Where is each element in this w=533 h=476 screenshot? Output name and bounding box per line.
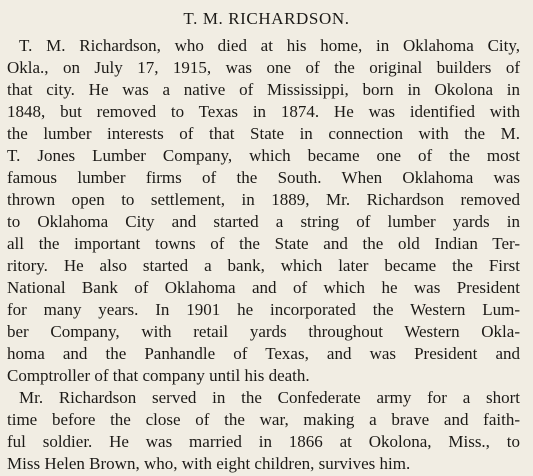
text-line: for many years. In 1901 he incorporated the Western Lum- <box>7 300 520 319</box>
text-line: T. M. Richardson, who died at his home, in Oklahoma City, <box>19 36 520 55</box>
text-line: ber Company, with retail yards throughout Western Okla- <box>7 322 520 341</box>
text-line: Okla., on July 17, 1915, was one of the original builders of <box>7 58 520 77</box>
text-line: all the important towns of the State and the old Indian Ter- <box>7 234 520 253</box>
text-line: famous lumber firms of the South. When Oklahoma was <box>7 168 520 187</box>
text-line: ritory. He also started a bank, which later became the First <box>7 256 520 275</box>
text-line: thrown open to settlement, in 1889, Mr. Richardson removed <box>7 190 520 209</box>
text-line: that city. He was a native of Mississippi, born in Okolona in <box>7 80 520 99</box>
text-line: T. Jones Lumber Company, which became one of the most <box>7 146 520 165</box>
text-line: National Bank of Oklahoma and of which he was President <box>7 278 520 297</box>
text-line: to Oklahoma City and started a string of lumber yards in <box>7 212 520 231</box>
text-line: Mr. Richardson served in the Confederate army for a short <box>19 388 520 407</box>
text-line: Comptroller of that company until his death. <box>7 366 310 385</box>
text-line: Miss Helen Brown, who, with eight children, survives him. <box>7 454 411 473</box>
page-title: T. M. RICHARDSON. <box>183 9 350 28</box>
text-line: ful soldier. He was married in 1866 at Okolona, Miss., to <box>7 432 520 451</box>
text-line: homa and the Panhandle of Texas, and was President and <box>7 344 520 363</box>
text-line: the lumber interests of that State in connection with the M. <box>7 124 520 143</box>
text-line: time before the close of the war, making a brave and faith- <box>7 410 520 429</box>
text-line: 1848, but removed to Texas in 1874. He was identified with <box>7 102 520 121</box>
